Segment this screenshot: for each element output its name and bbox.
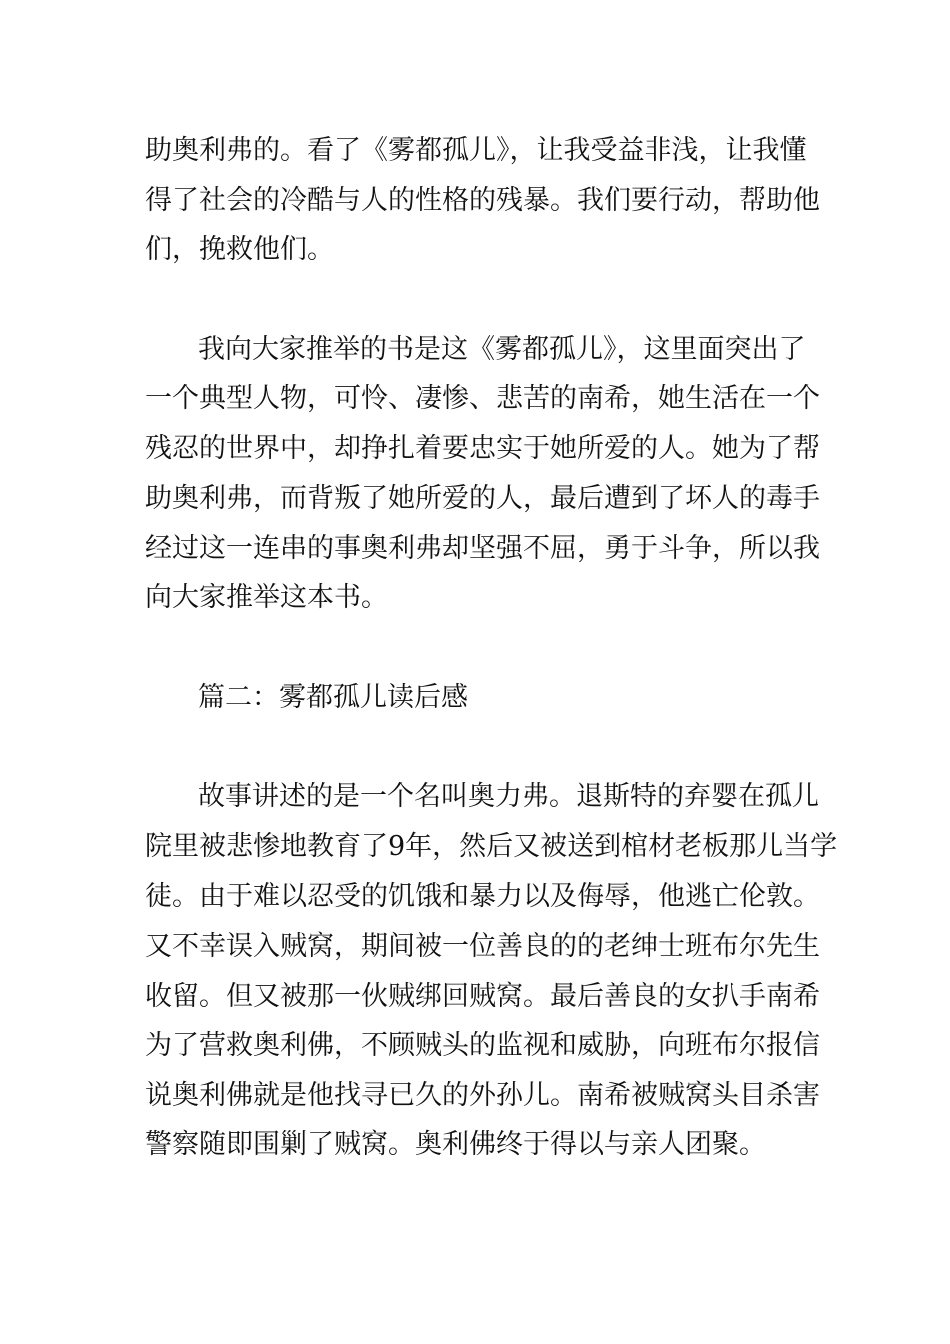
paragraph-2-line: 向大家推举这本书。 [145, 582, 388, 613]
paragraph-3-line: 院里被悲惨地教育了9年，然后又被送到棺材老板那儿当学 [145, 831, 838, 862]
paragraph-1-line: 助奥利弗的。看了《雾都孤儿》，让我受益非浅，让我懂 [145, 135, 807, 166]
paragraph-3-line: 为了营救奥利佛，不顾贼头的监视和威胁，向班布尔报信 [145, 1030, 820, 1061]
paragraph-3-line: 收留。但又被那一伙贼绑回贼窝。最后善良的女扒手南希 [145, 981, 820, 1012]
paragraph-1-line: 们，挽救他们。 [145, 234, 334, 265]
paragraph-2-line: 一个典型人物，可怜、凄惨、悲苦的南希，她生活在一个 [145, 383, 820, 414]
paragraph-3-line: 说奥利佛就是他找寻已久的外孙儿。南希被贼窝头目杀害 [145, 1080, 820, 1111]
paragraph-3-line: 警察随即围剿了贼窝。奥利佛终于得以与亲人团聚。 [145, 1129, 766, 1160]
section-heading: 篇二：雾都孤儿读后感 [198, 682, 468, 713]
paragraph-3-line: 故事讲述的是一个名叫奥力弗。退斯特的弃婴在孤儿 [198, 781, 819, 812]
paragraph-2-line: 助奥利弗，而背叛了她所爱的人，最后遭到了坏人的毒手 [145, 483, 820, 514]
paragraph-2-line: 残忍的世界中，却挣扎着要忠实于她所爱的人。她为了帮 [145, 433, 820, 464]
paragraph-3-line: 又不幸误入贼窝，期间被一位善良的的老绅士班布尔先生 [145, 931, 820, 962]
paragraph-2-line: 我向大家推举的书是这《雾都孤儿》，这里面突出了 [198, 334, 806, 365]
paragraph-3-line: 徒。由于难以忍受的饥饿和暴力以及侮辱，他逃亡伦敦。 [145, 881, 820, 912]
paragraph-1-line: 得了社会的冷酷与人的性格的残暴。我们要行动，帮助他 [145, 185, 820, 216]
paragraph-2-line: 经过这一连串的事奥利弗却坚强不屈，勇于斗争，所以我 [145, 533, 820, 564]
